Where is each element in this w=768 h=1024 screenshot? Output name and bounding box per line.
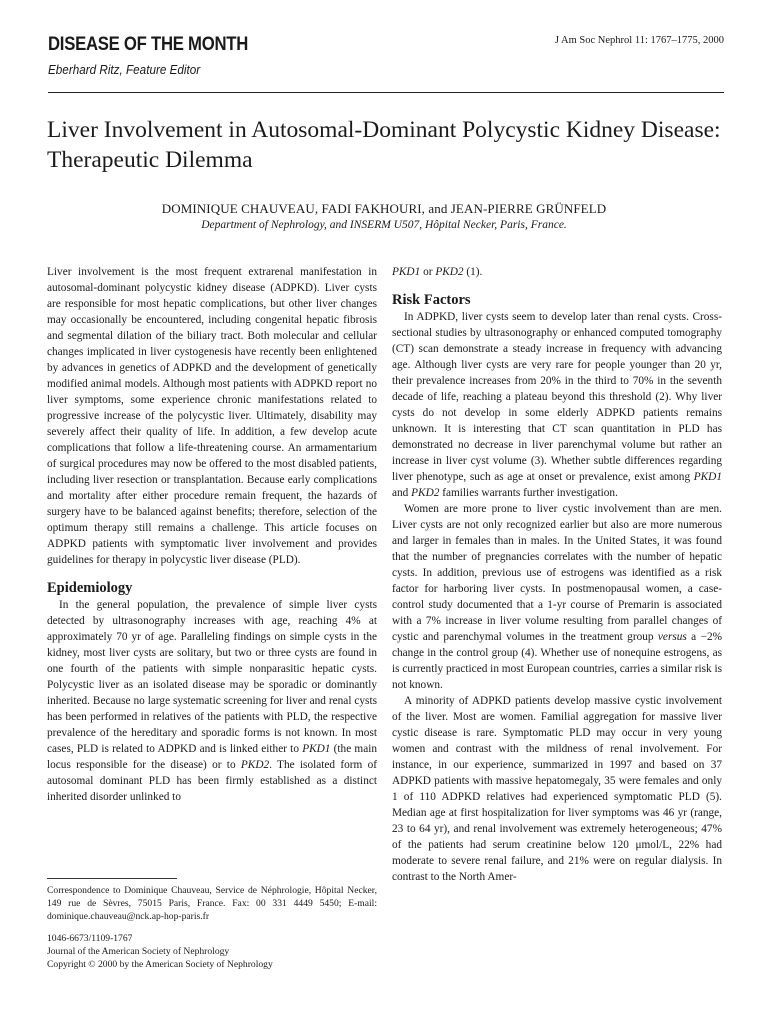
epidemiology-paragraph: In the general population, the prevalence of simple liver cysts detected by ultrasonography increases with age, reaching 4% at approximately 70 yr of age. Paralleling findings on simple cysts in the kidney, most liver cysts are solitary, but two or three cysts are found in one fourth of the patients with simple nonparasitic hepatic cysts. Polycystic liver as an isolated disease may be sporadic or dominantly inherited. Because no large systematic screening for liver and renal cysts has been performed in relatives of the patients with PLD, the respective prevalence of the hereditary and sporadic forms is not known. In most cases, PLD is related to ADPKD and is linked either to PKD1 (the main locus responsible for the disease) or to PKD2. The isolated form of autosomal dominant PLD has been firmly established as a distinct inherited disorder unlinked to [47, 599, 377, 803]
risk-factors-paragraph-1: In ADPKD, liver cysts seem to develop later than renal cysts. Cross-sectional studies by ultrasonography or enhanced computed tomography (CT) scan demonstrate a steady increase in frequency with advancing age. Although liver cysts are very rare for people younger than 20 yr, their prevalence increases from 20% in the third to 70% in the seventh decade of life, reaching a plateau beyond this threshold (2). Why liver cysts do not develop in some elderly ADPKD patients remains unknown. It is interesting that CT scan quantitation in PLD has demonstrated no decrease in liver parenchymal volume but rather an increase in liver cyst volume (3). Whether subtle differences regarding liver phenotype, such as age at onset or prevalence, exist among PKD1 and PKD2 families warrants further investigation. [392, 311, 722, 499]
journal-name: Journal of the American Society of Nephrology [47, 946, 230, 957]
epidemiology-paragraph-continued: PKD1 or PKD2 (1). [392, 266, 483, 278]
section-label: DISEASE OF THE MONTH [48, 34, 249, 55]
risk-factors-paragraph-2: Women are more prone to liver cystic involvement than are men. Liver cysts are not only recognized earlier but also are more numerous and larger in females than in males. In the United States, it was found that the number of pregnancies correlates with the number of hepatic cysts. In addition, previous use of estrogens was identified as a risk factor for harboring liver cysts. In postmenopausal women, a case-control study documented that a 1-yr course of Premarin is associated with a 7% increase in liver volume resulting from parallel changes of cystic and parenchymal volumes in the treatment group versus a −2% change in the control group (4). Whether use of nonequine estrogens, as is currently practiced in most European countries, carries a similar risk is not known. [392, 503, 723, 691]
article-affiliation: Department of Nephrology, and INSERM U507, Hôpital Necker, Paris, France. [201, 219, 567, 231]
feature-editor: Eberhard Ritz, Feature Editor [48, 62, 201, 77]
article-title: Liver Involvement in Autosomal-Dominant Polycystic Kidney Disease: Therapeutic Dilemma [47, 117, 721, 173]
issn: 1046-6673/1109-1767 [47, 933, 133, 944]
left-column [47, 264, 377, 805]
abstract: Liver involvement is the most frequent extrarenal manifestation in autosomal-dominant polycystic kidney disease (ADPKD). Liver cysts are responsible for most hepatic complications, but other liver changes may occasionally be encountered, including congenital hepatic fibrosis and segmental dilation of the biliary tract. Both molecular and cellular changes implicated in liver cystogenesis have recently been enlightened by advances in genetics of ADPKD and the development of genetically modified animal models. Although most patients with ADPKD report no liver symptoms, some experience chronic manifestations related to progressive increase of the polycystic liver. Ultimately, disability may severely affect their quality of life. In addition, a few develop acute complications that follow a life-threatening course. An armamentarium of surgical procedures may now be offered to the most disabled patients, including liver resection or transplantation. Because early complications and mortality after either procedure remain frequent, the hazards of surgery have to be balanced against benefits; therefore, selection of the optimum therapy still remains a challenge. This article focuses on ADPKD patients with symptomatic liver involvement and provides guidelines for therapy in polycystic liver disease (PLD). [47, 266, 377, 566]
article-authors: DOMINIQUE CHAUVEAU, FADI FAKHOURI, and JEAN-PIERRE GRÜNFELD [161, 201, 607, 216]
section-heading-risk-factors: Risk Factors [392, 292, 471, 308]
footnote-divider [47, 878, 177, 879]
journal-section-header [48, 34, 275, 77]
header-divider [48, 92, 724, 93]
section-heading-epidemiology: Epidemiology [47, 580, 133, 596]
footnotes [47, 878, 377, 971]
correspondence-note: Correspondence to Dominique Chauveau, Service de Néphrologie, Hôpital Necker, 149 rue de Sèvres, 75015 Paris, France. Fax: 00 331 4449 5450; E-mail: dominique.chauveau@nck.ap-hop-paris.fr [47, 885, 377, 922]
copyright: Copyright © 2000 by the American Society of Nephrology [47, 959, 273, 970]
journal-citation: J Am Soc Nephrol 11: 1767–1775, 2000 [554, 35, 724, 46]
right-column [392, 264, 722, 885]
risk-factors-paragraph-3: A minority of ADPKD patients develop massive cystic involvement of the liver. Most are women. Familial aggregation for massive liver cystic disease is rare. Symptomatic PLD may occur in very young women and contrast with the mildness of renal involvement. For instance, in our experience, summarized in 1997 and based on 37 ADPKD patients with massive hepatomegaly, 35 were females and only 1 of 110 ADPKD relatives had experienced symptomatic PLD (5). Median age at first hospitalization for liver symptoms was 46 yr (range, 23 to 64 yr), and renal involvement was extremely heterogeneous; 47% of the patients had serum creatinine below 120 μmol/L, 22% had moderate to severe renal failure, and 21% were on regular dialysis. In contrast to the North Amer- [392, 695, 722, 883]
